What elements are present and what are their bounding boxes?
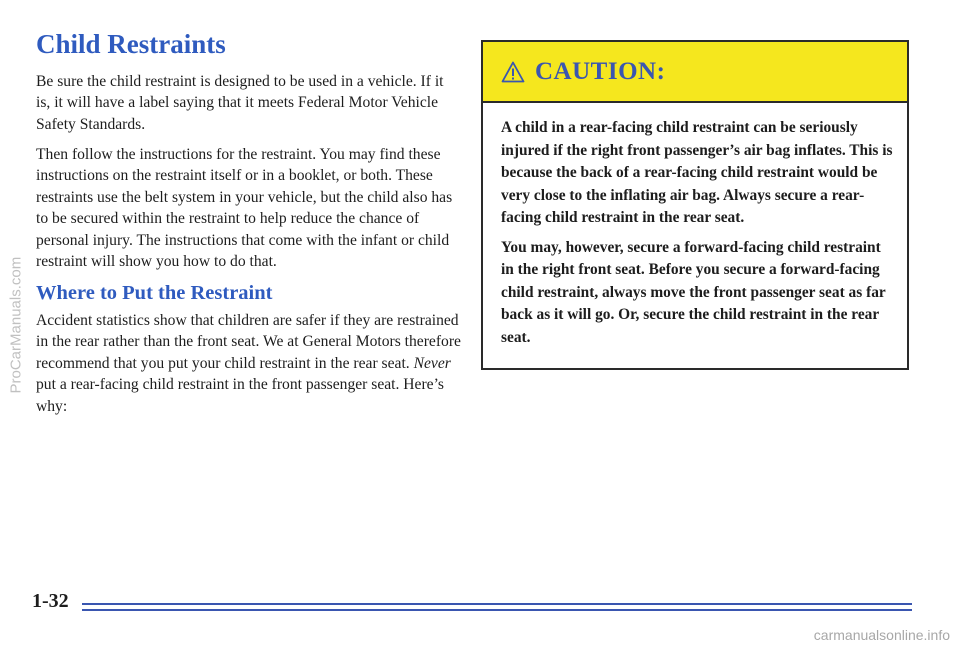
page-footer: [32, 590, 912, 620]
caution-title: CAUTION:: [535, 57, 666, 85]
instructions-paragraph: Then follow the instructions for the restraint. You may find these instructions on the restraint itself or in a booklet, or both. These restraints use the belt system in your vehicle, but the child also has to be secured within the restraint to help reduce the chance of personal injury. The instructions that come with the infant or child restraint will show you how to do that.: [36, 145, 453, 270]
page-title: Child Restraints: [36, 29, 226, 59]
side-watermark: ProCarManuals.com: [7, 256, 25, 394]
warning-triangle-icon: [501, 61, 525, 83]
placement-text-end: put a rear-facing child restraint in the front passenger seat. Here’s why:: [36, 376, 444, 415]
intro-paragraph: Be sure the child restraint is designed to be used in a vehicle. If it is, it will have a label saying that it meets Federal Motor Vehicle Safety Standards.: [36, 72, 444, 133]
placement-text-start: Accident statistics show that children are safer if they are restrained in the rear rather than the front seat. We at General Motors therefore recommend that you put your child restraint in the rear seat.: [36, 311, 461, 372]
left-column: [36, 30, 461, 426]
caution-paragraph-forward-facing: You may, however, secure a forward-facing child restraint in the right front seat. Before you secure a forward-facing child restraint, always move the front passenger seat as far back as it will go. Or, secure the child restraint in the rear seat.: [501, 238, 886, 346]
caution-body: [483, 103, 907, 349]
footer-rule: [82, 603, 912, 605]
page-number: 1-32: [32, 590, 69, 612]
footer-rule: [82, 609, 912, 611]
caution-box: [481, 40, 909, 370]
caution-paragraph-rear-facing: A child in a rear-facing child restraint can be seriously injured if the right front passenger’s air bag inflates. This is because the back of a rear-facing child restraint would be very close to the inflating air bag. Always secure a rear-facing child restraint in the rear seat.: [501, 119, 893, 226]
caution-header: [483, 42, 907, 103]
emphasis-never: Never: [413, 354, 451, 372]
bottom-watermark: carmanualsonline.info: [813, 627, 950, 643]
section-heading: Where to Put the Restraint: [36, 282, 273, 305]
placement-paragraph: [36, 310, 461, 417]
